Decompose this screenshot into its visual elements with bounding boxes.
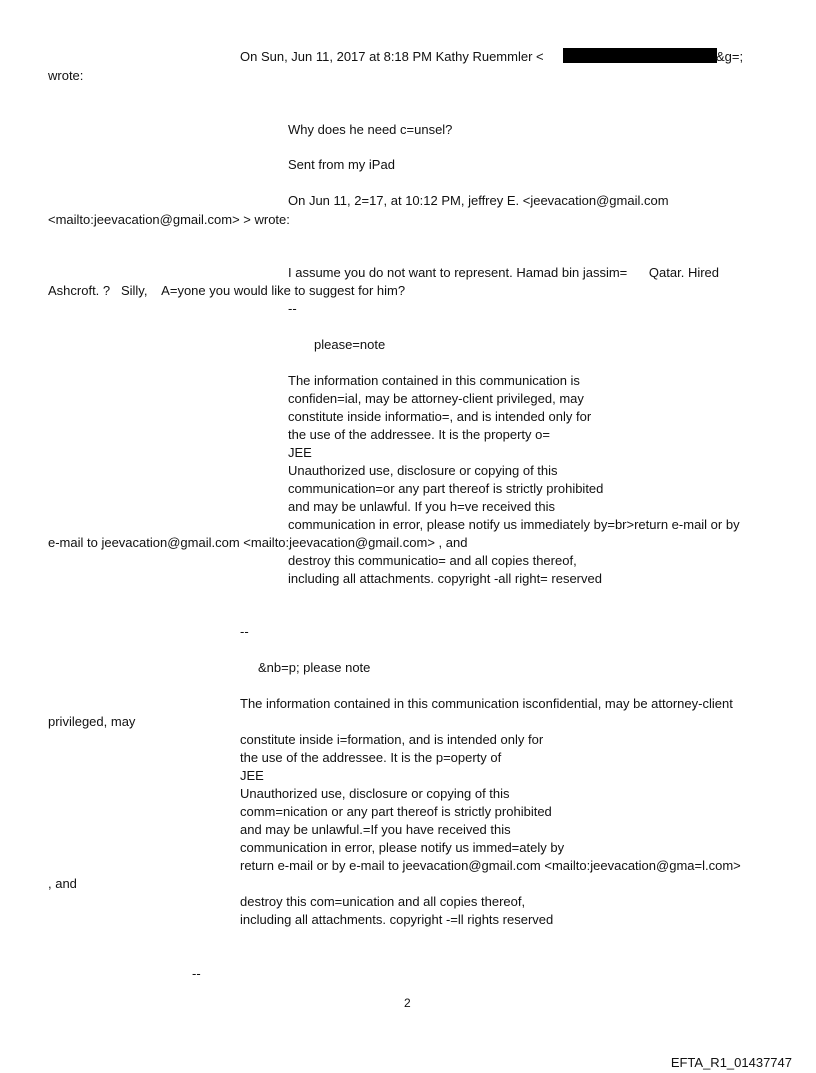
disclaimer-line: constitute inside informatio=, and is intended only for [288, 409, 592, 424]
reply-header-line: On Sun, Jun 11, 2017 at 8:18 PM Kathy Ruemmler < [240, 49, 544, 64]
info-line: The information contained in this communication isconfidential, may be attorney-client [240, 696, 733, 711]
disclaimer-line: comm=nication or any part thereof is strictly prohibited [240, 804, 552, 819]
disclaimer-line: e-mail to jeevacation@gmail.com <mailto:jeevacation@gmail.com> , and [48, 535, 468, 550]
destroy-line: destroy this com=unication and all copies thereof, [240, 894, 526, 909]
disclaimer-line: Unauthorized use, disclosure or copying of this [240, 786, 510, 801]
disclaimer-line: communication in error, please notify us immed=ately by [240, 840, 565, 855]
disclaimer-line: communication=or any part thereof is strictly prohibited [288, 481, 604, 496]
disclaimer-line: Unauthorized use, disclosure or copying of this [288, 463, 558, 478]
question-line: Why does he need c=unsel? [288, 122, 453, 137]
disclaimer-line: including all attachments. copyright -all right= reserved [288, 571, 602, 586]
disclaimer-line: confiden=ial, may be attorney-client privileged, may [288, 391, 584, 406]
please-note-line: please=note [314, 337, 386, 352]
mailto-wrote-line: <mailto:jeevacation@gmail.com> > wrote: [48, 212, 290, 227]
disclaimer-line: and may be unlawful.=If you have received this [240, 822, 511, 837]
disclaimer-line: return e-mail or by e-mail to jeevacation@gmail.com <mailto:jeevacation@gma=l.com> [240, 858, 741, 873]
disclaimer-line: constitute inside i=formation, and is intended only for [240, 732, 544, 747]
disclaimer-line: The information contained in this communication is [288, 373, 580, 388]
disclaimer-line: communication in error, please notify us immediately by=br>return e-mail or by [288, 517, 740, 532]
disclaimer-line: JEE [240, 768, 264, 783]
disclaimer-line: and may be unlawful. If you h=ve received this [288, 499, 556, 514]
reply-header-end: &g=; [716, 49, 744, 64]
disclaimer-line: destroy this communicatio= and all copies thereof, [288, 553, 577, 568]
separator-dash: -- [288, 301, 297, 316]
disclaimer-line: the use of the addressee. It is the p=operty of [240, 750, 502, 765]
separator-dash: -- [240, 624, 249, 639]
disclaimer-line: JEE [288, 445, 312, 460]
disclaimer-line: the use of the addressee. It is the property o= [288, 427, 550, 442]
redaction-bar [563, 48, 717, 63]
wrote-label: wrote: [48, 68, 84, 83]
assume-line: I assume you do not want to represent. Hamad bin jassim= Qatar. Hired [288, 265, 720, 280]
page-number: 2 [404, 996, 411, 1010]
on-date-line: On Jun 11, 2=17, at 10:12 PM, jeffrey E. <jeevacation@gmail.com [288, 193, 669, 208]
privileged-line: privileged, may [48, 714, 136, 729]
including-line: including all attachments. copyright -=ll rights reserved [240, 912, 554, 927]
ashcroft-line: Ashcroft. ? Silly, A=yone you would like to suggest for him? [48, 283, 406, 298]
document-id: EFTA_R1_01437747 [670, 1055, 792, 1070]
sent-from-line: Sent from my iPad [288, 157, 395, 172]
please-note-line: &nb=p; please note [258, 660, 371, 675]
separator-dash: -- [192, 966, 201, 981]
and-line: , and [48, 876, 77, 891]
